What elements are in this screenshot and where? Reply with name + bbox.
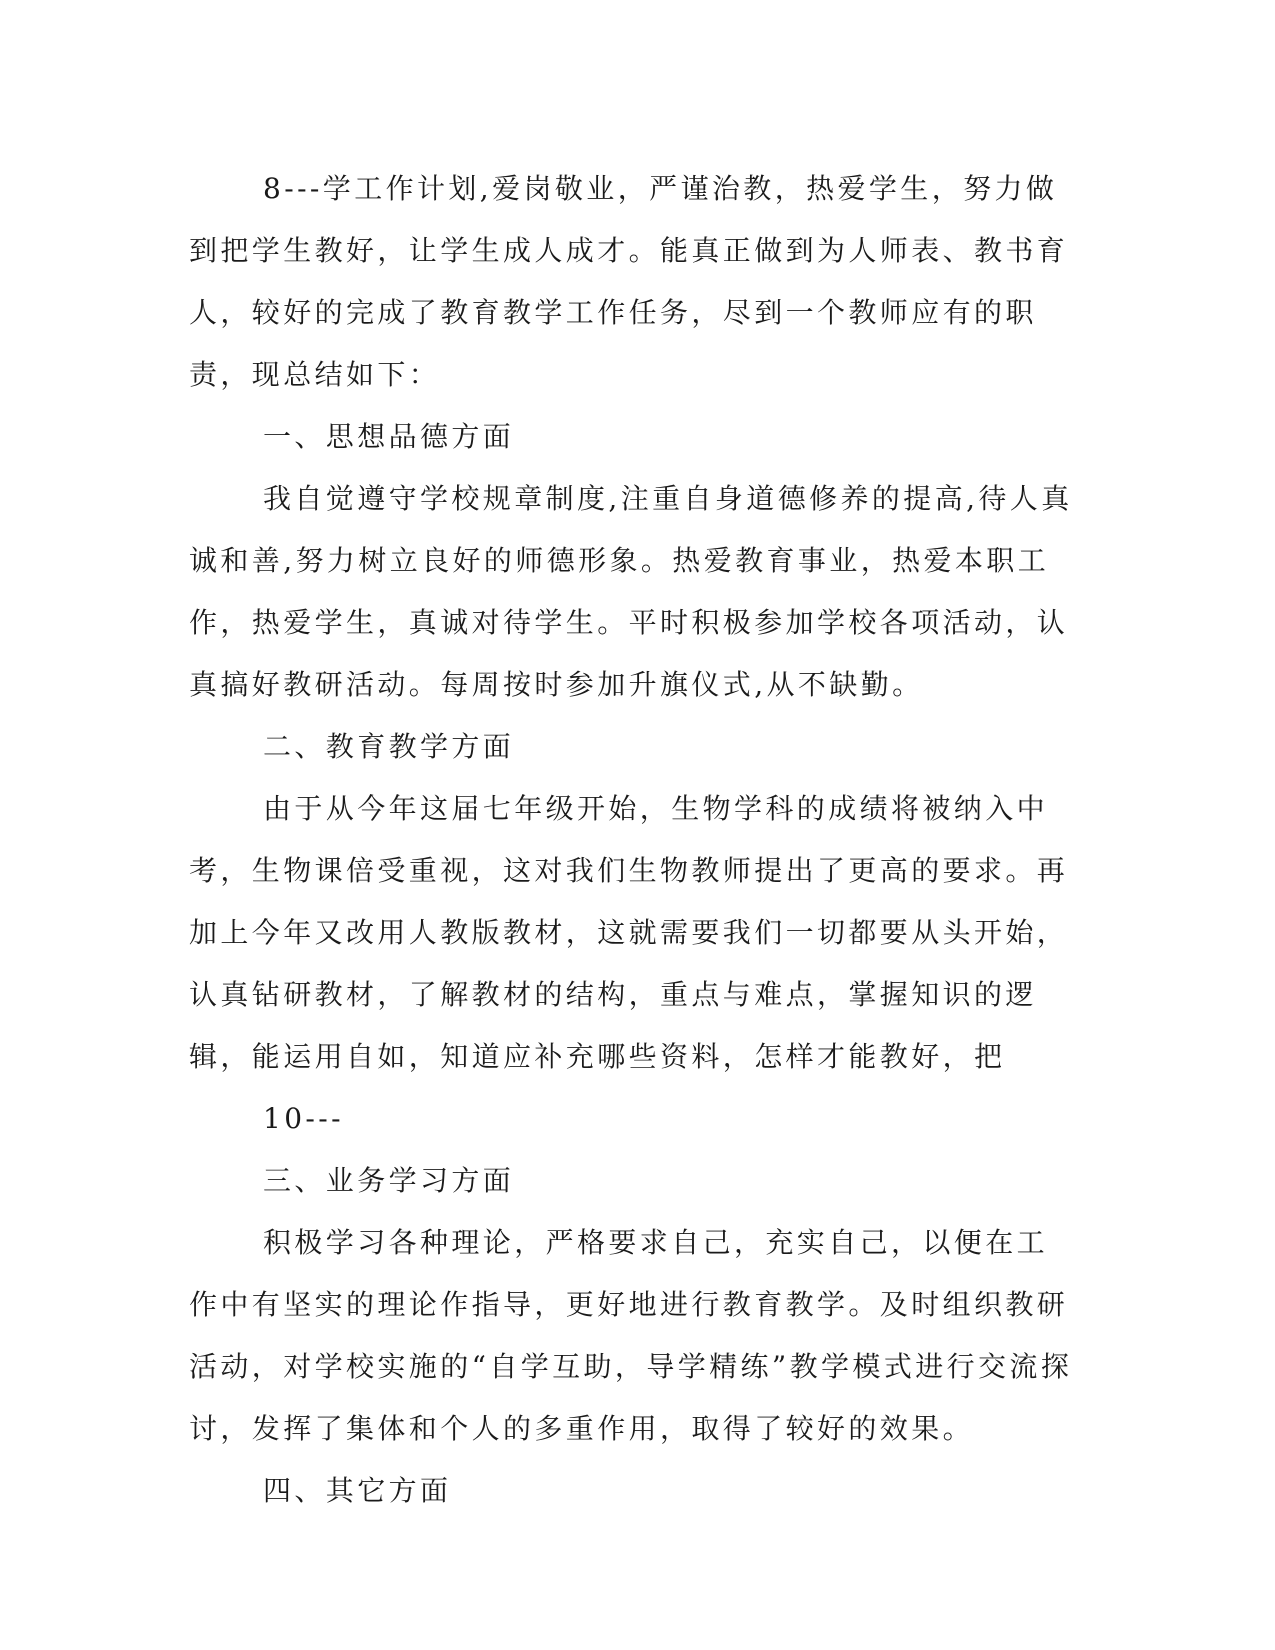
section-heading-ideology: 一、思想品德方面 xyxy=(263,420,515,453)
page-marker: 10--- xyxy=(263,1102,345,1135)
study-paragraph: 积极学习各种理论，严格要求自己，充实自己，以便在工作中有坚实的理论作指导，更好地进行教育教学。及时组织教研活动，对学校实施的“自学互助，导学精练”教学模式进行交流探讨，发挥了集体和个人的多重作用，取得了较好的效果。 xyxy=(189,1226,1073,1445)
section-heading-other: 四、其它方面 xyxy=(263,1474,452,1507)
intro-paragraph: 8---学工作计划,爱岗敬业，严谨治教，热爱学生，努力做到把学生教好，让学生成人成才。能真正做到为人师表、教书育人，较好的完成了教育教学工作任务，尽到一个教师应有的职责，现总结如下： xyxy=(189,172,1069,391)
teaching-paragraph: 由于从今年这届七年级开始，生物学科的成绩将被纳入中考，生物课倍受重视，这对我们生物教师提出了更高的要求。再加上今年又改用人教版教材，这就需要我们一切都要从头开始，认真钻研教材，了解教材的结构，重点与难点，掌握知识的逻辑，能运用自如，知道应补充哪些资料，怎样才能教好，把 xyxy=(189,792,1069,1073)
section-heading-teaching: 二、教育教学方面 xyxy=(263,730,515,763)
ideology-paragraph: 我自觉遵守学校规章制度,注重自身道德修养的提高,待人真诚和善,努力树立良好的师德形象。热爱教育事业，热爱本职工作，热爱学生，真诚对待学生。平时积极参加学校各项活动，认真搞好教研活动。每周按时参加升旗仪式,从不缺勤。 xyxy=(189,482,1073,701)
section-heading-study: 三、业务学习方面 xyxy=(263,1164,515,1197)
document-body xyxy=(189,158,1079,1522)
